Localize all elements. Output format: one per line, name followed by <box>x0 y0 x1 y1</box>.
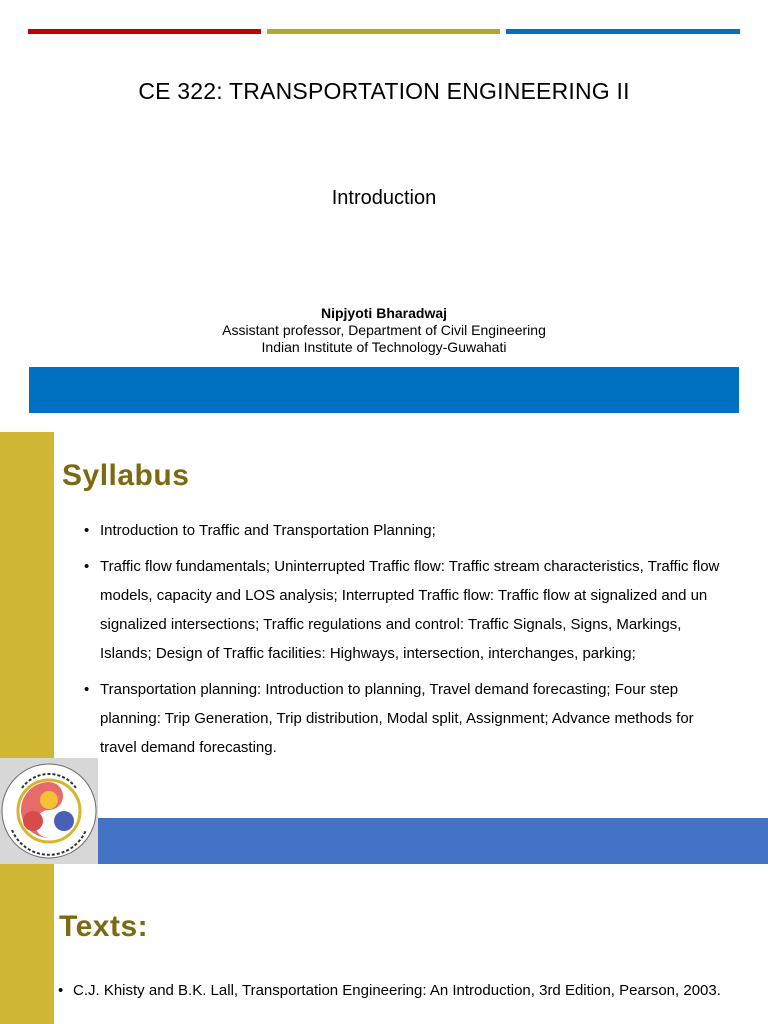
author-name: Nipjyoti Bharadwaj <box>320 305 448 321</box>
syllabus-heading: Syllabus <box>62 459 190 492</box>
author-block <box>0 305 768 356</box>
list-item-text: Introduction to Traffic and Transportation Planning; <box>100 522 436 539</box>
sidebar-accent <box>0 432 54 759</box>
top-stripe-olive <box>267 29 500 34</box>
list-item <box>84 552 724 668</box>
author-affiliation: Indian Institute of Technology-Guwahati <box>261 339 507 355</box>
texts-heading: Texts: <box>59 910 149 943</box>
top-stripe-blue <box>506 29 740 34</box>
iit-guwahati-logo-icon <box>0 758 98 864</box>
course-title: CE 322: TRANSPORTATION ENGINEERING II <box>138 78 630 104</box>
title-slide <box>0 0 768 432</box>
bullet-marker: • <box>84 558 90 575</box>
list-item-text: Transportation planning: Introduction to planning, Travel demand forecasting; Four step planning: Trip Generation, Trip distribution, Modal split, Assignment; Advance methods for travel demand forecasting. <box>100 681 694 756</box>
reference-list <box>58 982 738 1000</box>
bullet-marker: • <box>84 522 90 539</box>
slide-subtitle: Introduction <box>331 187 437 209</box>
reference-text: C.J. Khisty and B.K. Lall, Transportation Engineering: An Introduction, 3rd Edition, Pearson, 2003. <box>73 982 721 999</box>
footer-bar <box>98 818 768 865</box>
syllabus-list <box>84 516 724 769</box>
author-role: Assistant professor, Department of Civil Engineering <box>222 322 546 338</box>
bullet-marker: • <box>84 681 90 698</box>
list-item <box>58 982 738 1000</box>
list-item-text: Traffic flow fundamentals; Uninterrupted Traffic flow: Traffic stream characteristics, Traffic flow models, capacity and LOS analysis; Interrupted Traffic flow: Traffic flow at signalized and un signalized intersections; Traffic regulations and control: Traffic Signals, Signs, Markings, Islands; Design of Traffic facilities: Highways, intersection, interchanges, parking; <box>100 558 720 662</box>
sidebar-accent <box>0 864 54 1024</box>
footer-bar <box>29 367 739 413</box>
list-item <box>84 675 724 762</box>
syllabus-slide <box>0 432 768 864</box>
texts-slide <box>0 864 768 1024</box>
list-item <box>84 516 724 545</box>
bullet-marker: • <box>58 982 64 999</box>
top-stripe-red <box>28 29 261 34</box>
